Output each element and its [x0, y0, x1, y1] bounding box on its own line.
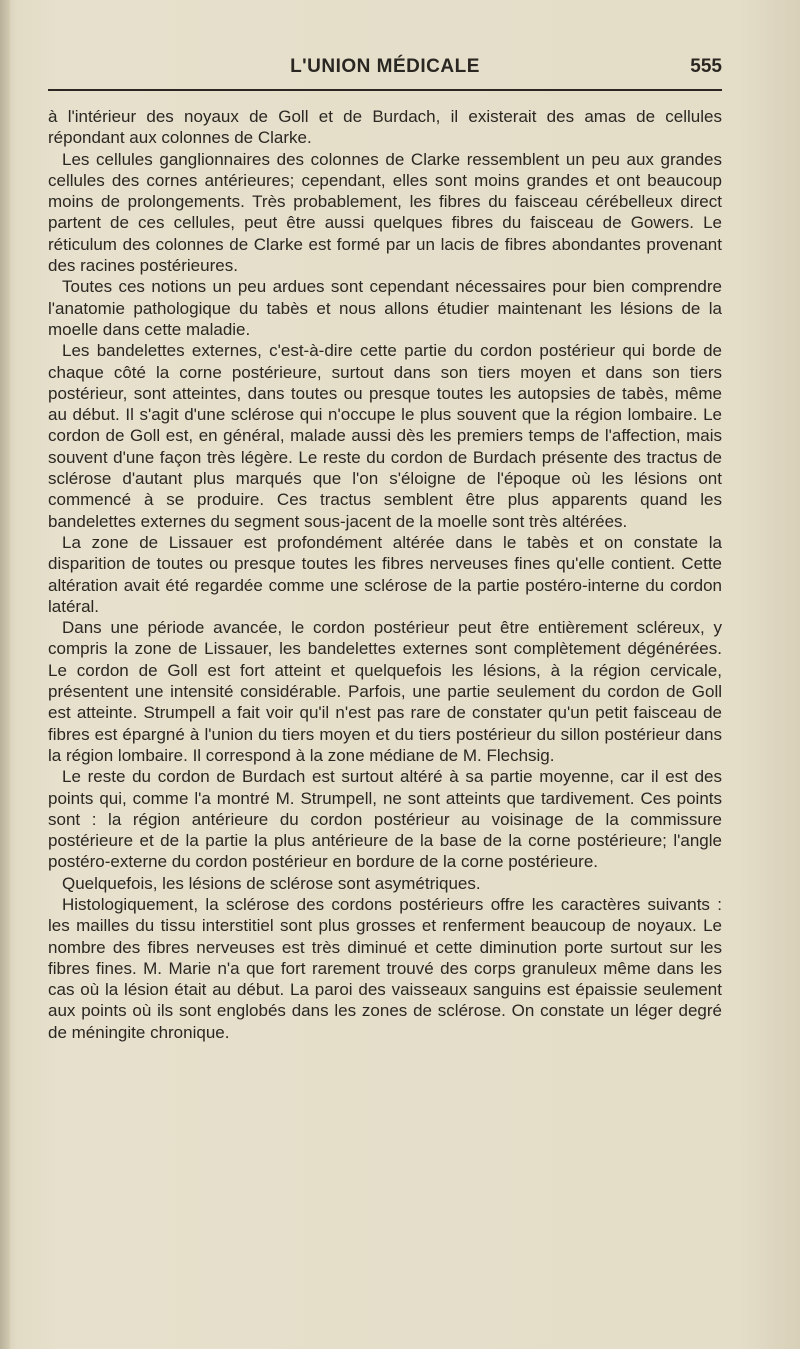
running-title: L'UNION MÉDICALE	[290, 56, 480, 77]
body-text	[48, 106, 722, 1043]
paragraph: Quelquefois, les lésions de sclérose sont asymétriques.	[62, 873, 481, 893]
paragraph: Toutes ces notions un peu ardues sont cependant nécessaires pour bien comprendre l'anatomie pathologique du tabès et nous allons étudier maintenant les lésions de la moelle dans cette maladie.	[48, 277, 722, 339]
paragraph: Le reste du cordon de Burdach est surtout altéré à sa partie moyenne, car il est des points qui, comme l'a montré M. Strumpell, ne sont atteints que tardivement. Ces points sont : la région antérieure du cordon postérieur au voisinage de la commissure postérieure et de la partie la plus antérieure de la base de la corne postérieure; l'angle postéro-externe du cordon postérieur en bordure de la corne postérieure.	[48, 767, 722, 872]
page-number: 555	[690, 56, 722, 77]
paragraph: Dans une période avancée, le cordon postérieur peut être entièrement scléreux, y compris la zone de Lissauer, les bandelettes externes sont complètement dégénérées. Le cordon de Goll est fort atteint et quelquefois les lésions, à la région cervicale, présentent une intensité considérable. Parfois, une partie seulement du cordon de Goll est atteinte. Strumpell a fait voir qu'il n'est pas rare de constater qu'un petit faisceau de fibres est épargné à l'union du tiers moyen et du tiers postérieur du sillon postérieur dans la région lombaire. Il correspond à la zone médiane de M. Flechsig.	[48, 618, 722, 765]
paragraph: Histologiquement, la sclérose des cordons postérieurs offre les caractères suivants : les mailles du tissu interstitiel sont plus grosses et renferment beaucoup de noyaux. Le nombre des fibres nerveuses est très diminué et cette diminution porte surtout sur les fibres fines. M. Marie n'a que fort rarement trouvé des corps granuleux même dans les cas où la lésion était au début. La paroi des vaisseaux sanguins est épaissie seulement aux points où ils sont englobés dans les zones de sclérose. On constate un léger degré de méningite chronique.	[48, 894, 722, 1042]
header-rule	[48, 89, 722, 91]
paragraph: La zone de Lissauer est profondément altérée dans le tabès et on constate la disparition de toutes ou presque toutes les fibres nerveuses fines qu'elle contient. Cette altération avait été regardée comme une sclérose de la partie postéro-interne du cordon latéral.	[48, 532, 722, 616]
paragraph: à l'intérieur des noyaux de Goll et de Burdach, il existerait des amas de cellules répondant aux colonnes de Clarke.	[48, 107, 722, 148]
binding-gutter	[0, 0, 10, 1349]
paragraph: Les cellules ganglionnaires des colonnes de Clarke ressemblent un peu aux grandes cellules des cornes antérieures; cependant, elles sont moins grandes et ont beaucoup moins de prolongements. Très probablement, les fibres du faisceau cérébelleux direct partent de ces cellules, peut être aussi quelques fibres du faisceau de Gowers. Le réticulum des colonnes de Clarke est formé par un lacis de fibres abondantes provenant des racines postérieures.	[48, 149, 722, 276]
page-header	[48, 52, 722, 86]
paragraph: Les bandelettes externes, c'est-à-dire cette partie du cordon postérieur qui borde de chaque côté la corne postérieure, surtout dans son tiers moyen et dans son tiers postérieur, sont atteintes, dans toutes ou presque toutes les autopsies de tabès, même au début. Il s'agit d'une sclérose qui n'occupe le plus souvent que la région lombaire. Le cordon de Goll est, en général, malade aussi dès les premiers temps de l'affection, mais souvent d'une façon très légère. Le reste du cordon de Burdach présente des tractus de sclérose d'autant plus marqués que l'on s'éloigne de l'époque où les lésions ont commencé à se produire. Ces tractus semblent être plus apparents quand les bandelettes externes du segment sous-jacent de la moelle sont très altérées.	[48, 341, 722, 531]
